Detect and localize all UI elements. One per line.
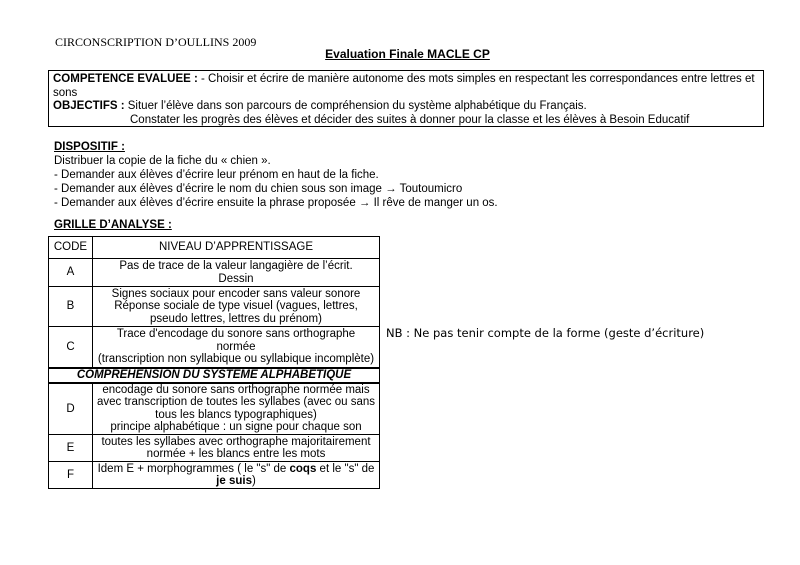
competence-label: COMPETENCE EVALUEE :: [53, 73, 198, 85]
desc-line: encodage du sonore sans orthographe normée mais: [102, 383, 370, 396]
section-row: [49, 368, 380, 383]
desc-line: normée + les blancs entre les mots: [146, 448, 326, 460]
row-description: [93, 327, 380, 368]
desc-bold: je suis: [216, 475, 252, 487]
desc-line: Pas de trace de la valeur langagière de l’écrit.: [119, 260, 353, 272]
row-code: A: [49, 259, 93, 287]
arrow-right-icon: →: [385, 183, 397, 195]
section-title: COMPREHENSION DU SYSTEME ALPHABETIQUE: [49, 368, 380, 383]
desc-line: (transcription non syllabique ou syllabique incomplète): [97, 353, 375, 365]
table-row: [49, 287, 380, 327]
row-description: [93, 287, 380, 327]
header-code: CODE: [49, 237, 93, 259]
row-description: [93, 383, 380, 435]
dispositif-line-4: [54, 196, 498, 210]
nb-note: NB : Ne pas tenir compte de la forme (geste d’écriture): [386, 326, 705, 340]
grille-heading: GRILLE D’ANALYSE :: [54, 219, 172, 231]
row-description: [93, 435, 380, 462]
dispositif-line-3-answer: Toutoumicro: [396, 183, 463, 195]
desc-text: ): [251, 475, 256, 487]
desc-bold: coqs: [289, 462, 317, 475]
desc-line: pseudo lettres, lettres du prénom): [150, 312, 322, 325]
desc-line: normée: [216, 340, 256, 353]
dispositif-line-4-answer: Il rêve de manger un os.: [370, 197, 498, 209]
desc-line: Dessin: [218, 272, 254, 285]
desc-line: tous les blancs typographiques): [155, 408, 317, 421]
competence-box: [48, 70, 764, 127]
table-row: [49, 259, 380, 287]
desc-line: toutes les syllabes avec orthographe majoritairement: [101, 435, 371, 448]
dispositif-heading: DISPOSITIF :: [54, 141, 125, 153]
table-row: [49, 462, 380, 489]
row-code: E: [49, 435, 93, 462]
dispositif-section: [54, 140, 498, 210]
competence-line: [53, 73, 759, 100]
desc-line: avec transcription de toutes les syllabes (avec ou sans: [96, 396, 376, 409]
desc-line: Réponse sociale de type visuel (vagues, lettres,: [114, 300, 358, 313]
desc-line: Signes sociaux pour encoder sans valeur sonore: [111, 287, 361, 300]
objectifs-text-2: Constater les progrès des élèves et décider des suites à donner pour la classe et les élèves à Besoin Educatif: [130, 113, 690, 126]
row-code: D: [49, 383, 93, 435]
table-row: [49, 327, 380, 368]
dispositif-line-3-text: - Demander aux élèves d’écrire le nom du chien sous son image: [54, 183, 386, 195]
desc-line: principe alphabétique : un signe pour chaque son: [110, 421, 362, 434]
row-description: [93, 259, 380, 287]
objectifs-label: OBJECTIFS :: [53, 100, 125, 112]
row-code: C: [49, 327, 93, 368]
header-niveau: NIVEAU D’APPRENTISSAGE: [93, 237, 380, 259]
table-row: [49, 383, 380, 435]
desc-line: Trace d'encodage du sonore sans orthographe: [116, 328, 356, 340]
competence-text: - Choisir et écrire de manière autonome des mots simples en respectant les correspondances entre lettres et sons: [53, 73, 755, 99]
arrow-right-icon: →: [358, 197, 371, 209]
dispositif-line-3: [54, 182, 498, 196]
row-code: F: [49, 462, 93, 489]
circonscription-header: CIRCONSCRIPTION D’OULLINS 2009: [55, 35, 257, 49]
table-row: [49, 435, 380, 462]
row-description: [93, 462, 380, 489]
dispositif-line-2: - Demander aux élèves d’écrire leur prénom en haut de la fiche.: [54, 169, 379, 181]
objectifs-text-1: Situer l’élève dans son parcours de compréhension du système alphabétique du Français.: [124, 100, 587, 112]
analysis-grid: [48, 236, 380, 489]
row-code: B: [49, 287, 93, 327]
desc-text: Idem E + morphogrammes ( le "s" de: [97, 462, 290, 475]
dispositif-line-4-text: - Demander aux élèves d’écrire ensuite la phrase proposée: [54, 197, 359, 209]
page-title: Evaluation Finale MACLE CP: [325, 47, 490, 61]
objectifs-line: [53, 100, 759, 114]
table-header-row: [49, 237, 380, 259]
desc-text: et le "s" de: [316, 462, 375, 475]
dispositif-line-1: Distribuer la copie de la fiche du « chien ».: [54, 155, 271, 167]
